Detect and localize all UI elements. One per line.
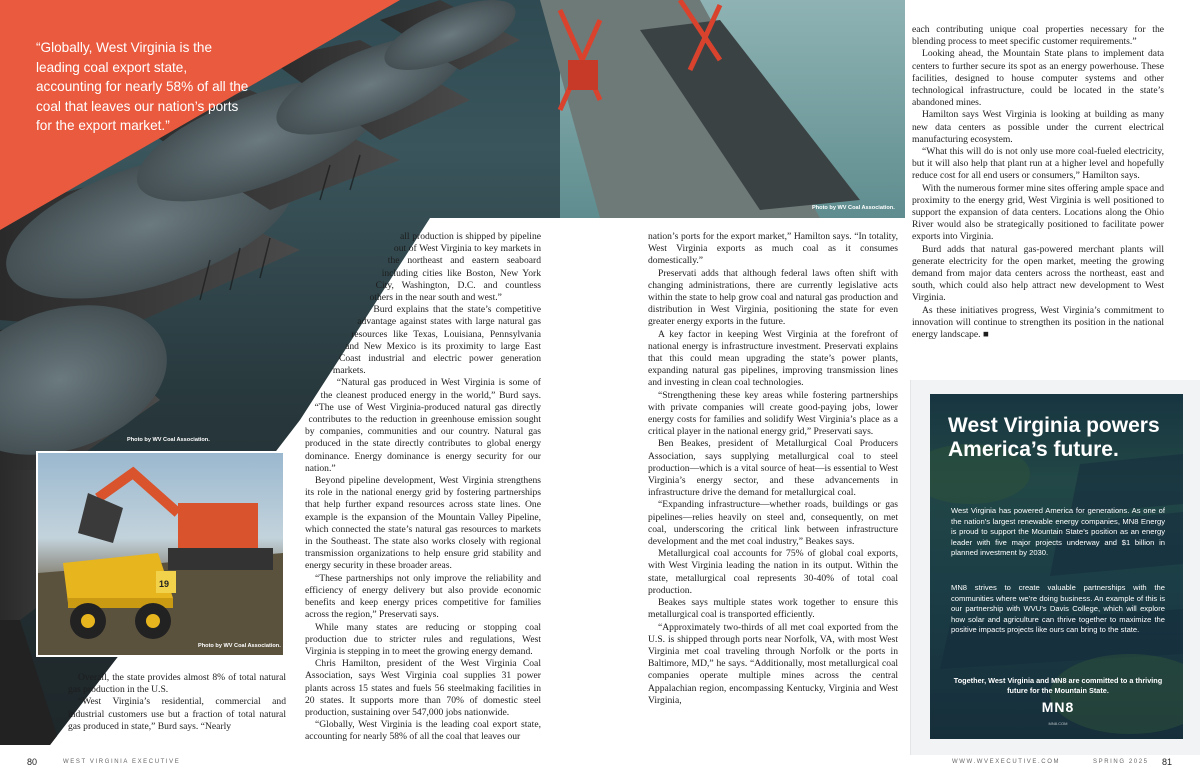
paragraph: nation’s ports for the export market,” Hamilton says. “In totality, West Virginia exports as much coal as it consumes domestically.” xyxy=(648,231,898,267)
article-column-a xyxy=(305,231,541,744)
paragraph: While many states are reducing or stopping coal production due to stricter rules and regulations, West Virginia is stepping in to meet the growing energy demand. xyxy=(305,621,541,657)
paragraph: Hamilton says West Virginia is looking at building as many new data centers as possible under the current electrical manufacturing ecosystem. xyxy=(912,109,1164,145)
truck-number: 19 xyxy=(159,579,170,589)
paragraph: “These partnerships not only improve the reliability and efficiency of energy delivery but also provide economic benefits and keep energy prices competitive for families across the region,” Preservati says. xyxy=(305,572,541,621)
paragraph: Burd explains that the state’s competitive advantage against states with large natural gas resources like Texas, Louisiana, Pennsylvania and New Mexico is its proximity to large East Coast industrial and electric power generation markets. xyxy=(332,304,541,377)
paragraph: “Approximately two-thirds of all met coal exported from the U.S. is shipped through ports near Norfolk, VA, with most West Virginia met coal traveling through Norfolk or the ports in Baltimore, MD,” he says. “Additionally, most metallurgical coal companies operate multiple mines across the central Appalachian region, encompassing Kentucky, Virginia and West Virginia, xyxy=(648,621,898,706)
article-column-b xyxy=(648,231,898,707)
mining-truck-excavator-photo xyxy=(36,451,285,657)
paragraph: “West Virginia’s residential, commercial and industrial customers use but a fraction of total natural gas produced in state,” Burd says. “Nearly xyxy=(68,696,286,732)
paragraph: “Expanding infrastructure—whether roads, buildings or gas pipelines—relies heavily on steel and, consequently, on met coal, underscoring the critical link between infrastructure development and the met coal industry,” Beakes says. xyxy=(648,499,898,548)
paragraph: “Globally, West Virginia is the leading coal export state, accounting for nearly 58% of all the coal that leaves our xyxy=(305,719,541,743)
paragraph: “What this will do is not only use more coal-fueled electricity, but it will also help that plant run at a higher level and hopefully reduce cost for all end users or consumers,” Hamilton says. xyxy=(912,146,1164,182)
paragraph: Metallurgical coal accounts for 75% of global coal exports, with West Virginia leading the nation in its output. Within the state, metallurgical coal represents 30-40% of total coal production. xyxy=(648,548,898,596)
page-number-left: 80 xyxy=(27,757,38,767)
ad-paragraph: MN8 strives to create valuable partnerships with the communities where we’re doing business. An example of this is our partnership with WVU’s Davis College, which will explore how solar and agriculture can thrive together to maximize the positive impacts projects like ours can bring to the state. xyxy=(951,583,1165,635)
ad-headline: West Virginia powers America’s future. xyxy=(948,414,1160,461)
paragraph: Burd adds that natural gas-powered merchant plants will generate electricity for the open market, meeting the growing demand from major data centers across the northeast, east and south, which could also help attract new development to West Virginia. xyxy=(912,243,1164,304)
paragraph: Chris Hamilton, president of the West Virginia Coal Association, says West Virginia coal supplies 31 power plants across 15 states and fuels 56 steelmaking facilities in 20 states. It supports more than 70% of domestic steel production, sustaining over 547,000 jobs nationwide. xyxy=(305,658,541,718)
paragraph: With the numerous former mine sites offering ample space and proximity to the energy grid, West Virginia is well positioned to support the expansion of data centers. Locations along the Ohio River would also be strategically positioned to facilitate power exports into Virginia. xyxy=(912,182,1164,243)
article-column-overall xyxy=(68,672,286,733)
paragraph: Ben Beakes, president of Metallurgical Coal Producers Association, says supplying metallurgical coal to steel production—which is a vital source of heat—is essential to West Virginia’s energy sector, and these advancements in infrastructure drive the demand for metallurgical coal. xyxy=(648,438,898,499)
paragraph: “Strengthening these key areas while fostering partnerships with private companies will create good-paying jobs, lower energy costs for families and solidify West Virginia’s place as a critical player in the national energy grid,” Preservati says. xyxy=(648,389,898,438)
photo-credit-port: Photo by WV Coal Association. xyxy=(812,205,895,211)
paragraph: “Natural gas produced in West Virginia is some of the cleanest produced energy in the world,” Burd says. “The use of West Virginia-produced natural gas directly contributes to the reduction in greenhouse emission sought by companies, communities and our country. Natural gas produced in the state directly contributes to global energy dominance. Energy dominance is energy security for our nation.” xyxy=(305,377,541,474)
photo-credit-railcars: Photo by WV Coal Association. xyxy=(127,437,210,443)
paragraph: Beyond pipeline development, West Virginia strengthens its role in the national energy grid by fostering partnerships that help further expand resources across state lines. One example is the expansion of the Mountain Valley Pipeline, which connected the state’s natural gas resources to markets in the Southeast. The state also works closely with regional transmission organizations to help ensure grid stability and energy security in these broader areas. xyxy=(305,475,541,572)
running-footer-issue: SPRING 2025 xyxy=(1093,759,1149,765)
running-footer-title: WEST VIRGINIA EXECUTIVE xyxy=(63,759,181,765)
page-number-right: 81 xyxy=(1162,757,1173,767)
paragraph: each contributing unique coal properties necessary for the blending process to meet specific customer requirements.” xyxy=(912,24,1164,48)
mn8-advertisement xyxy=(930,394,1183,739)
paragraph: Looking ahead, the Mountain State plans to implement data centers to further secure its spot as an energy powerhouse. These facilities, designed to house computer systems and other technological infrastructure, could be located in the state’s abandoned mines. xyxy=(912,48,1164,109)
photo-credit-mine: Photo by WV Coal Association. xyxy=(198,643,281,649)
paragraph: A key factor in keeping West Virginia at the forefront of national energy is infrastructure investment. Preservati explains that this could mean upgrading the state’s power plants, expanding natural gas pipelines, improving transmission lines and investing in clean coal technologies. xyxy=(648,328,898,389)
mn8-logo: MN8 xyxy=(1041,699,1075,715)
running-footer-url[interactable]: WWW.WVEXECUTIVE.COM xyxy=(952,759,1061,765)
pull-quote: “Globally, West Virginia is the leading coal export state, accounting for nearly 58% of all the coal that leaves our nation’s ports for the export market.” xyxy=(36,40,249,133)
paragraph: all production is shipped by pipeline out of West Virginia to key markets in the northeast and eastern seaboard including cities like Boston, New York City, Washington, D.C. and countless others in the near south and west.” xyxy=(369,231,541,304)
article-column-c xyxy=(912,24,1164,341)
paragraph: Beakes says multiple states work together to ensure this metallurgical coal is transported efficiently. xyxy=(648,597,898,621)
ad-paragraph: West Virginia has powered America for generations. As one of the nation’s largest renewable energy companies, MN8 Energy is proud to support the Mountain State’s position as an energy leader with five major projects underway and $1 billion in planned investment by 2030. xyxy=(951,506,1165,558)
paragraph: Preservati adds that although federal laws often shift with changing administrations, there are currently legislative acts within the state to help grow coal and natural gas production and distribution in West Virginia, positioning the state for even greater energy exports in the future. xyxy=(648,267,898,328)
ad-tagline: Together, West Virginia and MN8 are committed to a thriving future for the Mountain State. xyxy=(953,676,1163,695)
mn8-url[interactable]: MN8.COM xyxy=(1048,721,1068,726)
paragraph: As these initiatives progress, West Virginia’s commitment to innovation will continue to strengthen its position in the national energy landscape. ■ xyxy=(912,304,1164,341)
excavator-illustration xyxy=(38,453,283,655)
paragraph: Overall, the state provides almost 8% of total natural gas production in the U.S. xyxy=(68,672,286,696)
